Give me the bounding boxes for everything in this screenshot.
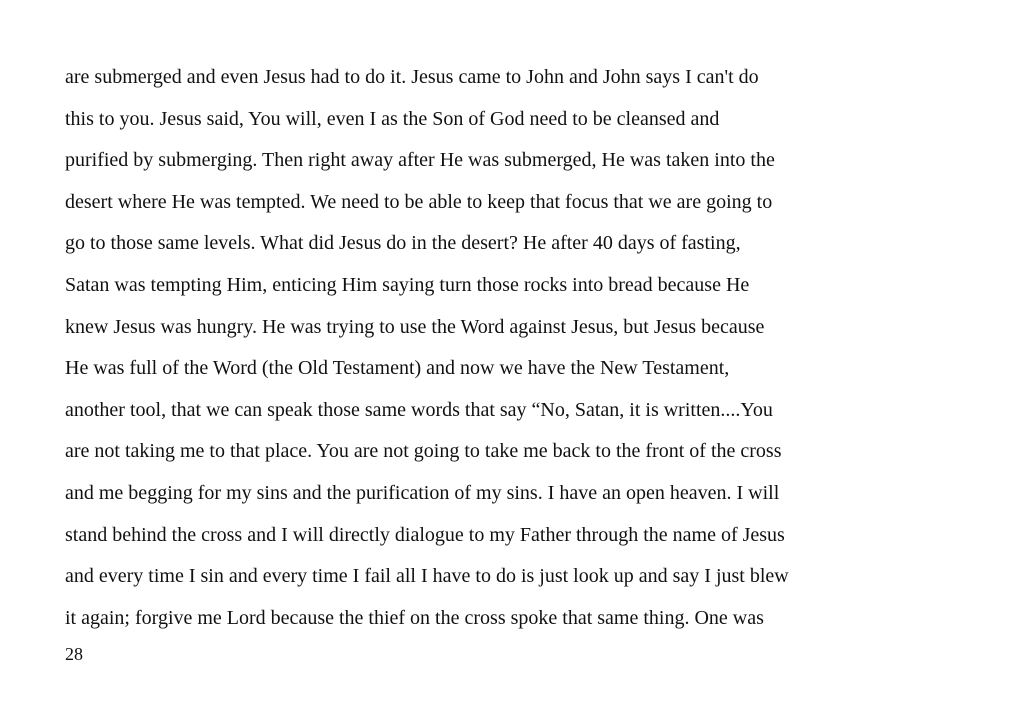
text-line: purified by submerging. Then right away after He was submerged, He was taken into the <box>65 149 775 172</box>
text-line: it again; forgive me Lord because the thief on the cross spoke that same thing. One was <box>65 606 764 629</box>
text-line: knew Jesus was hungry. He was trying to use the Word against Jesus, but Jesus because <box>65 315 765 338</box>
text-line: He was full of the Word (the Old Testament) and now we have the New Testament, <box>65 357 730 380</box>
text-line: and every time I sin and every time I fail all I have to do is just look up and say I just blew <box>65 565 789 588</box>
text-line: desert where He was tempted. We need to be able to keep that focus that we are going to <box>65 190 773 213</box>
text-line: are not taking me to that place. You are not going to take me back to the front of the cross <box>65 440 782 463</box>
text-line: this to you. Jesus said, You will, even I as the Son of God need to be cleansed and <box>65 107 720 130</box>
page-number: 28 <box>65 644 83 664</box>
text-line: and me begging for my sins and the purification of my sins. I have an open heaven. I will <box>65 481 780 504</box>
text-line: stand behind the cross and I will directly dialogue to my Father through the name of Jesus <box>65 523 785 546</box>
text-line: another tool, that we can speak those same words that say “No, Satan, it is written....You <box>65 398 773 421</box>
body-text <box>65 62 965 644</box>
text-line: Satan was tempting Him, enticing Him saying turn those rocks into bread because He <box>65 273 750 296</box>
text-line: go to those same levels. What did Jesus do in the desert? He after 40 days of fasting, <box>65 232 741 255</box>
text-line: are submerged and even Jesus had to do it. Jesus came to John and John says I can't do <box>65 66 759 88</box>
